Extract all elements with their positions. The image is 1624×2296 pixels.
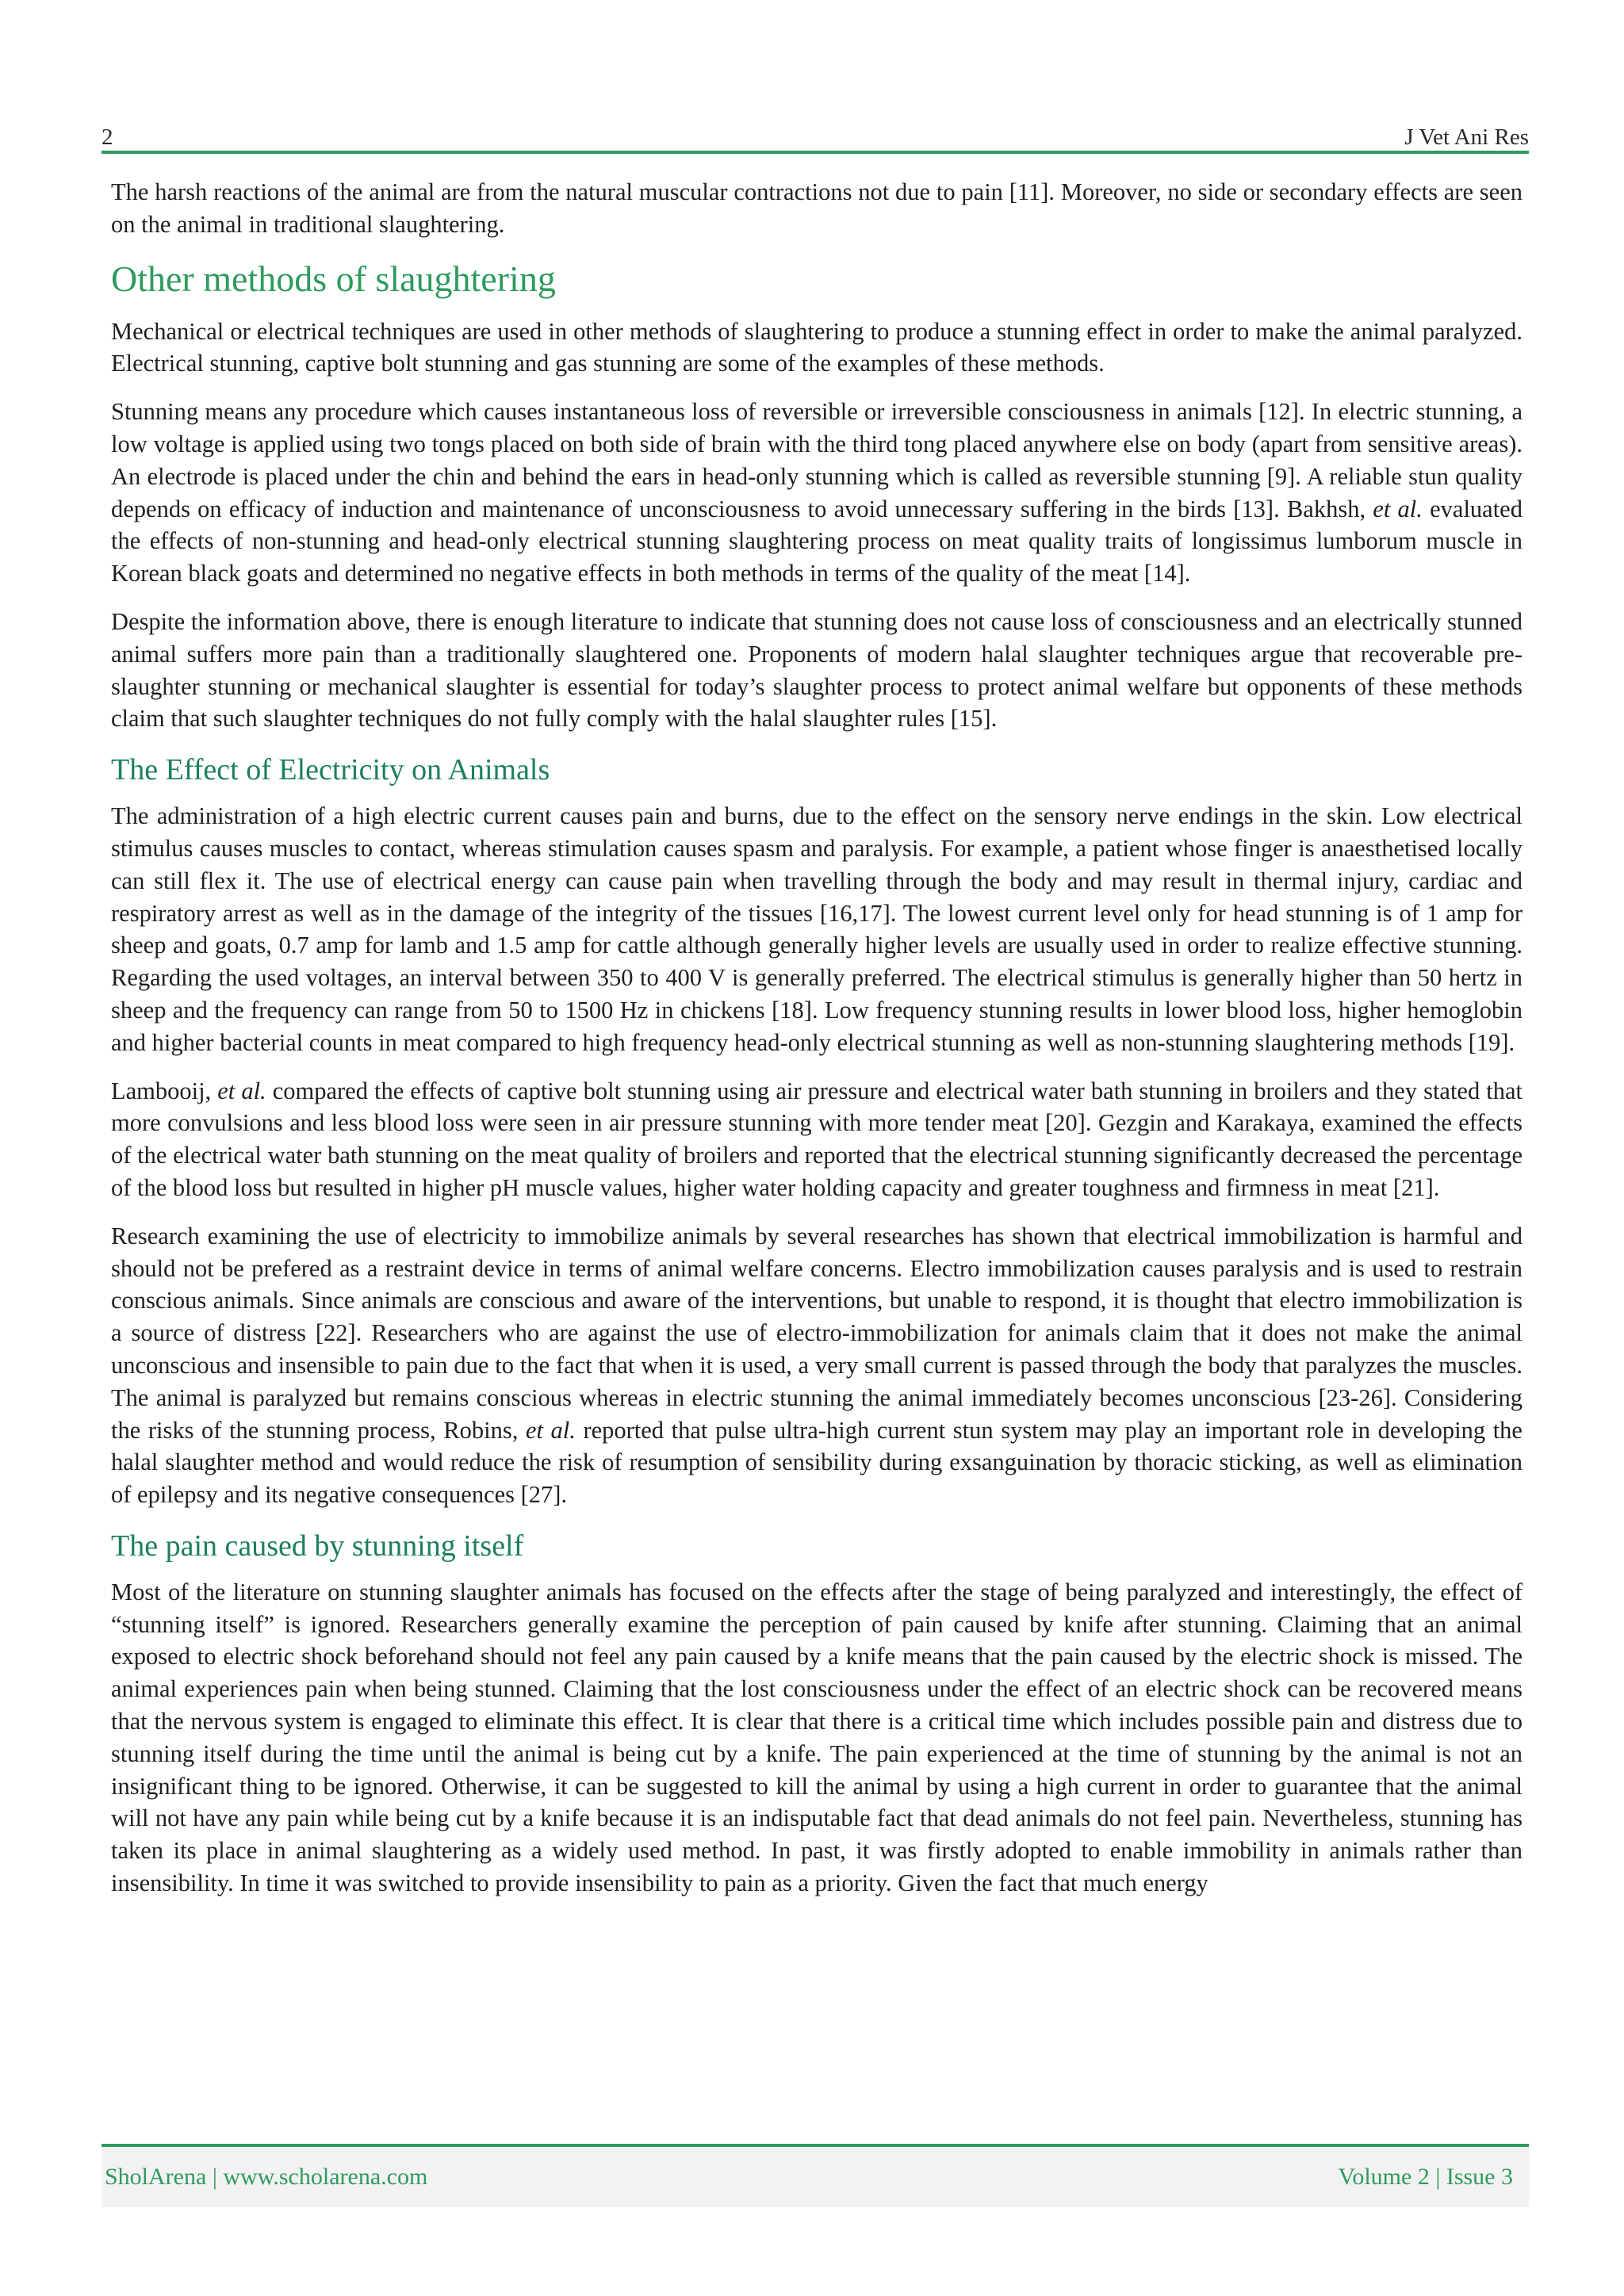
paragraph-stunning-pain-1: Most of the literature on stunning slaughter animals has focused on the effects after the stage of being paralyzed and interestingly, the effect of “stunning itself” is ignored. Researchers generally examine the perception of pain caused by knife after stunning. Claiming that an animal exposed to electric shock beforehand should not feel any pain caused by a knife means that the pain caused by the electric shock is missed. The animal experiences pain when being stunned. Claiming that the lost consciousness under the effect of an electric shock can be recovered means that the nervous system is engaged to eliminate this effect. It is clear that there is a critical time which includes possible pain and distress due to stunning itself during the time until the animal is being cut by a knife. The pain experienced at the time of stunning by the animal is not an insignificant thing to be ignored. Otherwise, it can be suggested to kill the animal by using a high current in order to guarantee that the animal will not have any pain while being cut by a knife because it is an indisputable fact that dead animals do not feel pain. Nevertheless, stunning has taken its place in animal slaughtering as a widely used method. In past, it was firstly adopted to enable immobility in animals rather than insensibility. In time it was switched to provide insensibility to pain as a priority. Given the fact that much energy [111, 1578, 1522, 1897]
issue-label: Issue 3 [1446, 2164, 1513, 2190]
text-run: Research examining the use of electricity to immobilize animals by several researches has shown that electrical immobilization is harmful and should not be prefered as a restraint device in terms of animal welfare concerns. Electro immobilization causes paralysis and is used to restrain conscious animals. Since animals are conscious and aware of the interventions, but unable to respond, it is thought that electro immobilization is a source of distress [22]. Researchers who are against the use of electro-immobilization for animals claim that it does not make the animal unconscious and insensible to pain due to the fact that when it is used, a very small current is passed through the body that paralyzes the muscles. The animal is paralyzed but remains conscious whereas in electric stunning the animal immediately becomes unconscious [23-26]. Considering the risks of the stunning process, Robins, [111, 1222, 1522, 1444]
section-heading-other-methods: Other methods of slaughtering [111, 258, 556, 299]
footer-separator: | [1435, 2164, 1441, 2190]
text-run: reported that pulse ultra-high current stun system may play an important role in developing the halal slaughter method and would reduce the risk of resumption of sensibility during exsanguination by thoracic sticking, as well as elimination of epilepsy and its negative consequences [27]. [111, 1416, 1522, 1509]
page-footer [102, 2147, 1529, 2207]
page-header [102, 108, 1529, 151]
header-rule [102, 151, 1529, 154]
paragraph-electricity-1: The administration of a high electric current causes pain and burns, due to the effect on the sensory nerve endings in the skin. Low electrical stimulus causes muscles to contact, whereas stimulation causes spasm and paralysis. For example, a patient whose finger is anaesthetised locally can still flex it. The use of electrical energy can cause pain when travelling through the body and may result in thermal injury, cardiac and respiratory arrest as well as in the damage of the integrity of the tissues [16,17]. The lowest current level only for head stunning is of 1 amp for sheep and goats, 0.7 amp for lamb and 1.5 amp for cattle although generally higher levels are usually used in order to realize effective stunning. Regarding the used voltages, an interval between 350 to 400 V is generally preferred. The electrical stimulus is generally higher than 50 hertz in sheep and the frequency can range from 50 to 1500 Hz in chickens [18]. Low frequency stunning results in lower blood loss, higher hemoglobin and higher bacterial counts in meat compared to high frequency head-only electrical stunning as well as non-stunning slaughtering methods [19]. [111, 802, 1522, 1056]
publisher-website-link[interactable]: www.scholarena.com [223, 2164, 428, 2190]
article-body [111, 176, 1522, 1915]
citation-etal: et al. [1373, 495, 1423, 522]
paragraph-intro: The harsh reactions of the animal are from the natural muscular contractions not due to pain [11]. Moreover, no side or secondary effects are seen on the animal in traditional slaughtering. [111, 178, 1522, 238]
footer-left [105, 2164, 427, 2191]
text-run: compared the effects of captive bolt stunning using air pressure and electrical water bath stunning in broilers and they stated that more convulsions and less blood loss were seen in air pressure stunning with more tender meat [20]. Gezgin and Karakaya, examined the effects of the electrical water bath stunning on the meat quality of broilers and reported that the electrical stunning significantly decreased the percentage of the blood loss but resulted in higher pH muscle values, higher water holding capacity and greater toughness and firmness in meat [21]. [111, 1077, 1522, 1201]
paragraph-other-methods-3: Despite the information above, there is enough literature to indicate that stunning does not cause loss of consciousness and an electrically stunned animal suffers more pain than a traditionally slaughtered one. Proponents of modern halal slaughter techniques argue that recoverable pre-slaughter stunning or mechanical slaughter is essential for today’s slaughter process to protect animal welfare but opponents of these methods claim that such slaughter techniques do not fully comply with the halal slaughter rules [15]. [111, 607, 1522, 733]
text-run: Lambooij, [111, 1077, 218, 1104]
volume-label: Volume 2 [1338, 2164, 1430, 2190]
text-run: evaluated the effects of non-stunning and head-only electrical stunning slaughtering process on meat quality traits of longissimus lumborum muscle in Korean black goats and determined no negative effects in both methods in terms of the quality of the meat [14]. [111, 495, 1522, 587]
section-heading-electricity: The Effect of Electricity on Animals [111, 753, 550, 787]
publisher-name: SholArena [105, 2164, 207, 2190]
page-number: 2 [102, 124, 113, 150]
paragraph-other-methods-2 [111, 396, 1522, 590]
footer-separator: | [212, 2164, 217, 2190]
footer-right [1339, 2164, 1513, 2191]
text-run: Stunning means any procedure which causes instantaneous loss of reversible or irreversible consciousness in animals [12]. In electric stunning, a low voltage is applied using two tongs placed on both side of brain with the third tong placed anywhere else on body (apart from sensitive areas). An electrode is placed under the chin and behind the ears in head-only stunning which is called as reversible stunning [9]. A reliable stun quality depends on efficacy of induction and maintenance of unconsciousness to avoid unnecessary suffering in the birds [13]. Bakhsh, [111, 398, 1522, 522]
paragraph-other-methods-1: Mechanical or electrical techniques are used in other methods of slaughtering to produce a stunning effect in order to make the animal paralyzed. Electrical stunning, captive bolt stunning and gas stunning are some of the examples of these methods. [111, 317, 1522, 377]
journal-name: J Vet Ani Res [1404, 124, 1529, 150]
citation-etal: et al. [525, 1416, 576, 1444]
paragraph-electricity-3 [111, 1220, 1522, 1511]
citation-etal: et al. [217, 1077, 266, 1104]
section-heading-stunning-pain: The pain caused by stunning itself [111, 1529, 524, 1563]
paragraph-electricity-2 [111, 1075, 1522, 1204]
